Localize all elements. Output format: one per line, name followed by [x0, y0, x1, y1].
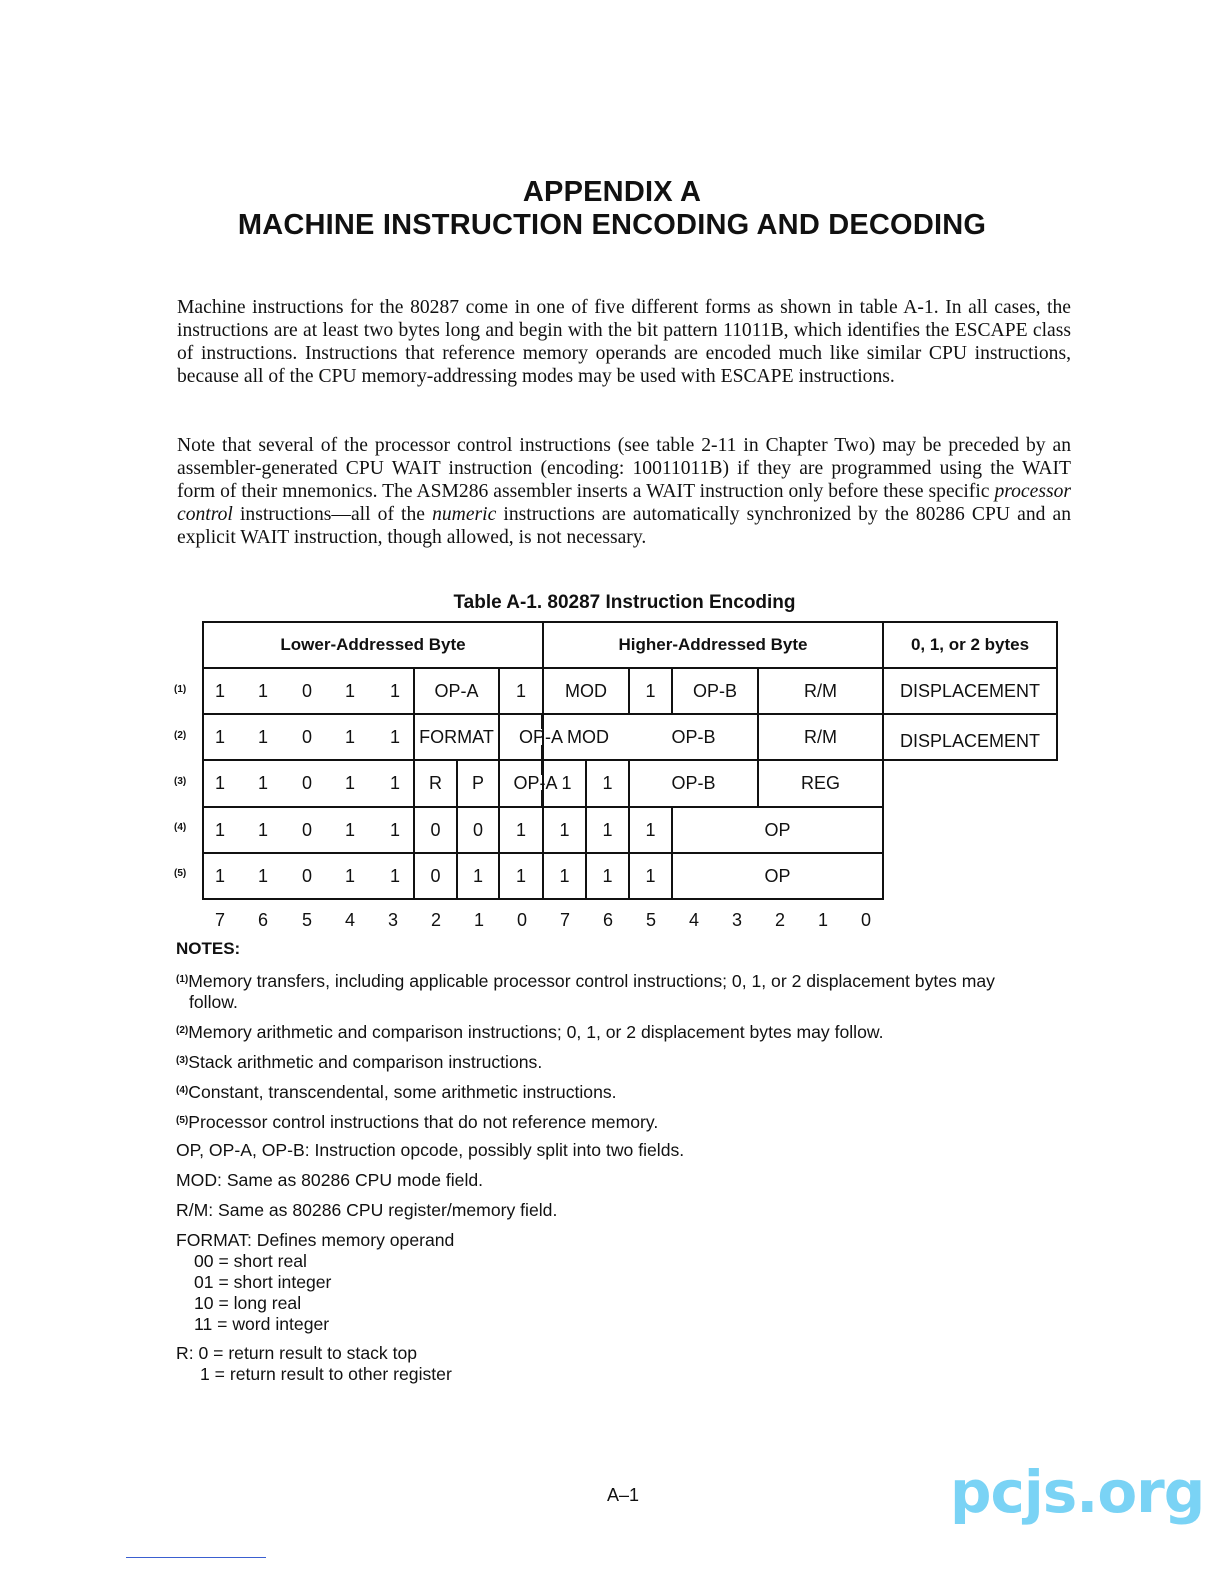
row4-bit2: 0 [430, 819, 441, 840]
bit-number: 6 [602, 910, 613, 930]
row2-bit6: 1 [257, 726, 268, 747]
note-1-marker: (1) [176, 974, 189, 985]
row4-bit7: 1 [214, 819, 225, 840]
bit-number: 4 [344, 910, 355, 930]
bit-number: 6 [257, 910, 268, 930]
appendix-subtitle: MACHINE INSTRUCTION ENCODING AND DECODING [237, 209, 987, 241]
row4-bit6: 1 [257, 819, 268, 840]
row-number-1: (1) [174, 684, 187, 695]
note-5-marker: (5) [176, 1115, 189, 1126]
row4-bit0: 1 [515, 819, 526, 840]
row4-bit6-high: 1 [602, 819, 613, 840]
appendix-title: APPENDIX A [522, 176, 702, 208]
wait-paragraph-emphasis-1: processor control [177, 481, 1071, 525]
row4-bit4: 1 [344, 819, 355, 840]
bit-number: 3 [731, 910, 742, 930]
note-5 [176, 1110, 1076, 1133]
note-r-zero: R: 0 = return result to stack top [176, 1343, 418, 1363]
bit-number: 3 [387, 910, 398, 930]
wait-paragraph-text-a: Note that several of the processor control instructions (see table 2-11 in Chapter Two) may be preceded by an assembler-generated CPU WAIT instruction (encoding: 10011011B) if they are programmed using the WAIT form of their mnemonics. The ASM286 assembler inserts a WAIT instruction only before these specific [177, 435, 1071, 502]
intro-paragraph: Machine instructions for the 80287 come in one of five different forms as shown in table A-1. In all cases, the instructions are at least two bytes long and begin with the bit pattern 11011B, which identifies the ESCAPE class of instructions. Instructions that reference memory operands are encoded much like similar CPU instructions, because all of the CPU memory-addressing modes may be used with ESCAPE instructions. [177, 297, 1071, 387]
row1-displacement: DISPLACEMENT [899, 680, 1041, 701]
row1-bit5: 0 [301, 680, 312, 701]
note-mod: MOD: Same as 80286 CPU mode field. [176, 1170, 484, 1190]
format-item: 10 = long real [194, 1293, 302, 1313]
row4-op: OP [764, 819, 791, 840]
row5-op: OP [764, 865, 791, 886]
bit-number: 7 [214, 910, 225, 930]
row5-bit3: 1 [389, 865, 400, 886]
row1-bit3: 1 [389, 680, 400, 701]
bit-number: 0 [516, 910, 527, 930]
note-r [176, 1343, 1076, 1385]
row3-bit3: 1 [389, 773, 400, 793]
row1-mod: MOD [565, 680, 607, 701]
row-number-3: (3) [174, 776, 187, 787]
row4-bit5: 0 [301, 819, 312, 840]
note-2-text: Memory arithmetic and comparison instructions; 0, 1, or 2 displacement bytes may follow. [188, 1022, 884, 1042]
row1-op-a: OP-A [434, 680, 479, 701]
row1-bit6: 1 [257, 680, 268, 701]
row2-bit3: 1 [389, 726, 400, 747]
table-caption: Table A-1. 80287 Instruction Encoding [453, 592, 796, 613]
row1-bit7: 1 [214, 680, 225, 701]
row2-op-b: OP-B [671, 726, 716, 747]
header-lower-byte: Lower-Addressed Byte [280, 635, 466, 654]
row3-reg: REG [800, 773, 840, 793]
wait-paragraph-text-b: instructions—all of the [232, 504, 433, 525]
note-1 [176, 969, 1076, 1013]
row3-bit7: 1 [214, 773, 225, 793]
bit-number: 5 [645, 910, 656, 930]
row1-bit5-high: 1 [645, 680, 656, 701]
format-item: 01 = short integer [194, 1272, 332, 1292]
row3-bit6: 1 [257, 773, 268, 793]
note-3-marker: (3) [176, 1055, 189, 1066]
format-item: 11 = word integer [194, 1314, 330, 1334]
row4-bit5-high: 1 [645, 819, 656, 840]
row5-bit1: 1 [472, 865, 483, 886]
row2-rm: R/M [804, 726, 837, 747]
row3-bit5: 0 [301, 773, 312, 793]
row5-bit5-high: 1 [645, 865, 656, 886]
bit-number: 1 [817, 910, 828, 930]
row2-format: FORMAT [419, 726, 494, 747]
notes-heading: NOTES: [176, 939, 241, 958]
note-op: OP, OP-A, OP-B: Instruction opcode, possibly split into two fields. [176, 1140, 685, 1160]
row2-bit4: 1 [344, 726, 355, 747]
header-displacement-bytes: 0, 1, or 2 bytes [910, 635, 1030, 654]
row5-bit6-high: 1 [602, 865, 613, 886]
wait-paragraph-emphasis-2: numeric [432, 504, 497, 525]
row3-r: R [429, 773, 442, 793]
row2-bit5: 0 [301, 726, 312, 747]
row3-bit4: 1 [344, 773, 355, 793]
note-1-text: Memory transfers, including applicable processor control instructions; 0, 1, or 2 displacement bytes may [188, 971, 995, 991]
row1-bit4: 1 [344, 680, 355, 701]
row5-bit0: 1 [515, 865, 526, 886]
wait-paragraph-text-c: instructions are automatically synchronized by the 80286 CPU and an explicit WAIT instruction, though allowed, is not necessary. [177, 504, 1071, 548]
row-number-5: (5) [174, 868, 187, 879]
row1-op-b: OP-B [692, 680, 737, 701]
note-2-marker: (2) [176, 1025, 189, 1036]
bit-number: 1 [473, 910, 484, 930]
bit-number: 5 [301, 910, 312, 930]
row2-op-a-mod: OP-A MOD [518, 726, 609, 747]
bit-number: 2 [774, 910, 785, 930]
row5-bit7-high: 1 [559, 865, 570, 886]
row3-op-b: OP-B [671, 773, 716, 793]
row3-p: P [471, 773, 484, 793]
row-number-2: (2) [174, 730, 187, 741]
note-format-heading: FORMAT: Defines memory operand [176, 1230, 455, 1250]
row2-displacement: DISPLACEMENT [899, 730, 1041, 751]
row2-bit7: 1 [214, 726, 225, 747]
header-higher-byte: Higher-Addressed Byte [618, 635, 808, 654]
footer-divider [126, 1557, 266, 1558]
row5-bit2: 0 [430, 865, 441, 886]
row4-bit7-high: 1 [559, 819, 570, 840]
note-3 [176, 1050, 1076, 1073]
row5-bit6: 1 [257, 865, 268, 886]
row3-bit5-high: 1 [602, 773, 613, 793]
note-rm: R/M: Same as 80286 CPU register/memory field. [176, 1200, 558, 1220]
note-format [176, 1230, 1076, 1335]
row4-bit1: 0 [472, 819, 483, 840]
note-2 [176, 1020, 1076, 1043]
row4-bit3: 1 [389, 819, 400, 840]
bit-number: 4 [688, 910, 699, 930]
note-4 [176, 1080, 1076, 1103]
bit-number: 2 [430, 910, 441, 930]
row5-bit4: 1 [344, 865, 355, 886]
row1-bit0: 1 [515, 680, 526, 701]
row-number-4: (4) [174, 822, 187, 833]
row5-bit5: 0 [301, 865, 312, 886]
bit-number: 7 [559, 910, 570, 930]
row3-op-a-1: OP-A 1 [513, 773, 572, 793]
wait-paragraph [177, 434, 1071, 549]
note-5-text: Processor control instructions that do not reference memory. [188, 1112, 659, 1132]
pcjs-watermark: pcjs.org [950, 1458, 1205, 1526]
format-item: 00 = short real [194, 1251, 307, 1271]
note-4-text: Constant, transcendental, some arithmetic instructions. [188, 1082, 617, 1102]
row5-bit7: 1 [214, 865, 225, 886]
row1-rm: R/M [804, 680, 837, 701]
note-1-continuation: follow. [189, 992, 238, 1012]
note-3-text: Stack arithmetic and comparison instructions. [188, 1052, 543, 1072]
page-number: A–1 [606, 1485, 640, 1505]
bit-number: 0 [860, 910, 871, 930]
note-r-one: 1 = return result to other register [200, 1364, 452, 1384]
note-4-marker: (4) [176, 1085, 189, 1096]
